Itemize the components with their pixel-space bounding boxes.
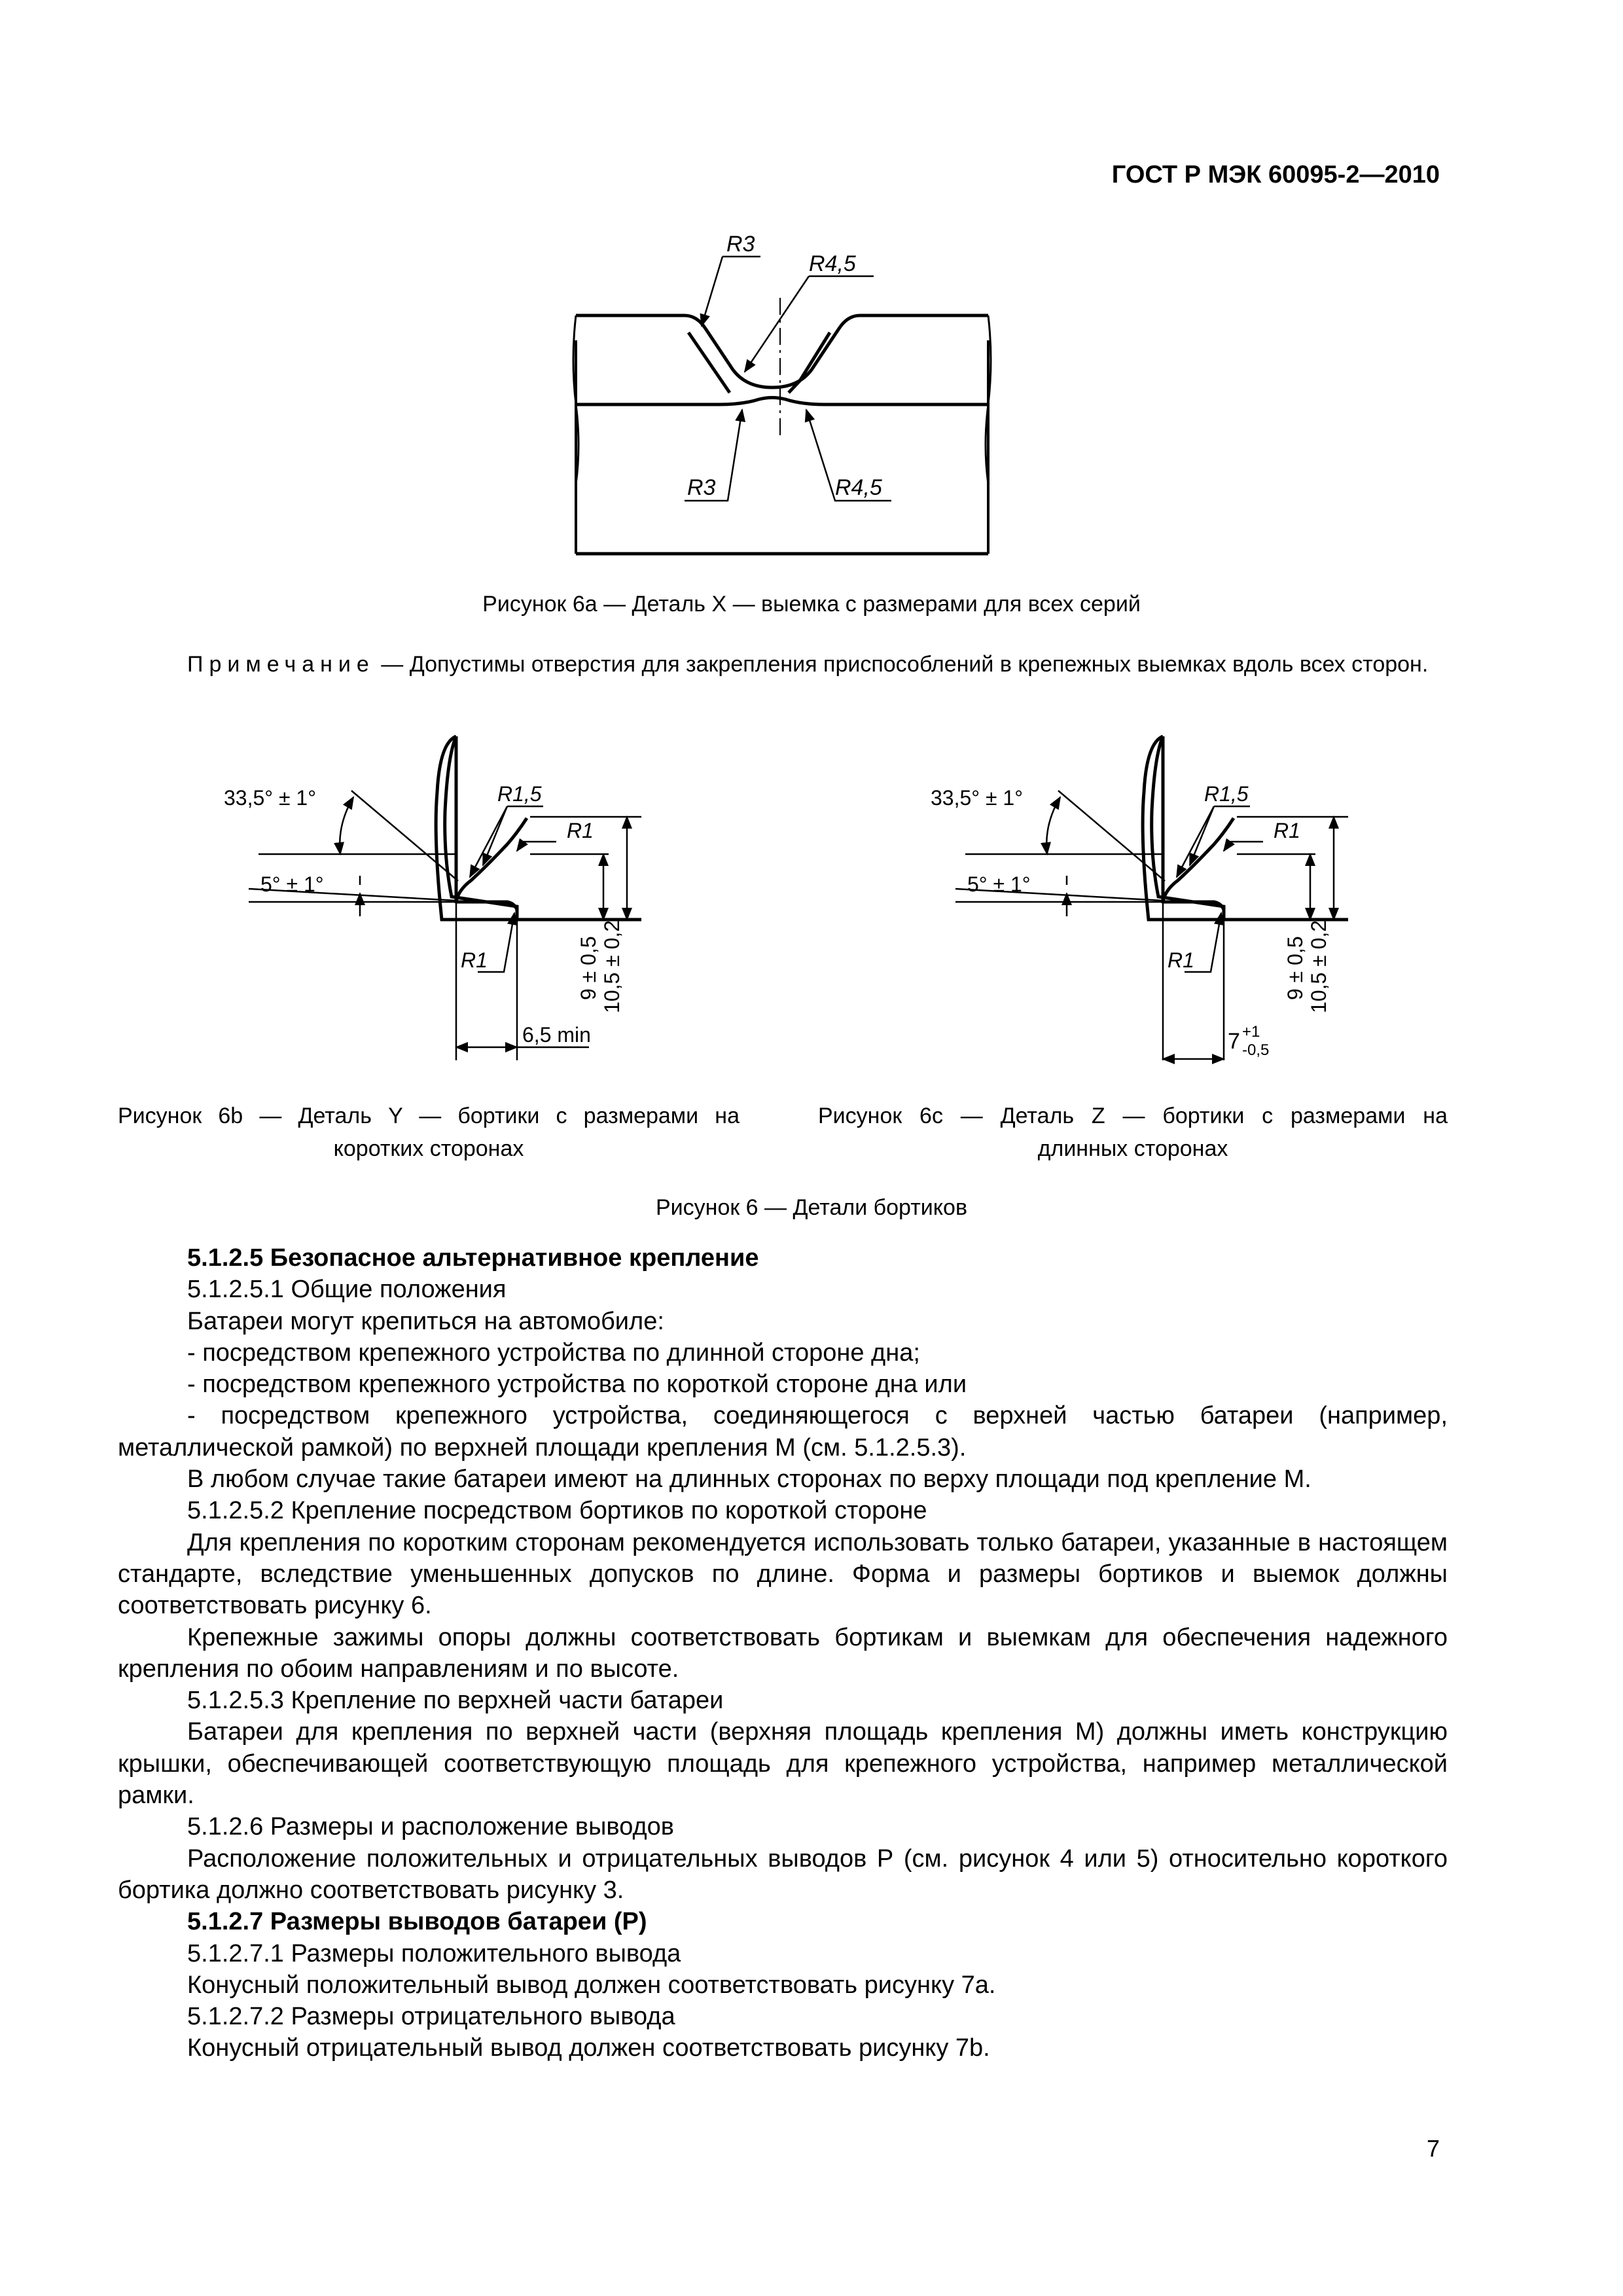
- fig6a-r45-top-label: R4,5: [809, 251, 856, 276]
- fig6b-angle-5-label: 5° ± 1°: [260, 872, 324, 896]
- list-item: - посредством крепежного устройства, соединяющегося с верхней частью батареи (например, металлической рамкой) по верхней площади крепления М (см. 5.1.2.5.3).: [118, 1402, 1448, 1462]
- figure-6c-caption-line1: Рисунок 6c — Деталь Z — бортики с размерами на: [818, 1103, 1448, 1128]
- fig6c-r1-bottom-label: R1: [1168, 948, 1194, 972]
- paragraph: Крепежные зажимы опоры должны соответствовать бортикам и выемкам для обеспечения надежного крепления по обоим направлениям и по высоте.: [118, 1623, 1448, 1683]
- paragraph: Для крепления по коротким сторонам рекомендуется использовать только батареи, указанные в настоящем стандарте, вследствие уменьшенных допусков по длине. Форма и размеры бортиков и выемок должны соответствовать рисунку 6.: [118, 1528, 1448, 1620]
- section-heading-5-1-2-5: 5.1.2.5 Безопасное альтернативное крепление: [187, 1244, 759, 1272]
- fig6c-r1-top-label: R1: [1274, 819, 1300, 842]
- page-number: 7: [1426, 2135, 1440, 2162]
- fig6c-dim-105-label: 10,5 ± 0,2: [1307, 920, 1330, 1013]
- fig6b-r1-bottom-label: R1: [461, 948, 488, 972]
- paragraph: Конусный отрицательный вывод должен соответствовать рисунку 7b.: [187, 2034, 990, 2062]
- paragraph: В любом случае такие батареи имеют на длинных сторонах по верху площади под крепление М.: [187, 1465, 1311, 1494]
- paragraph: Конусный положительный вывод должен соответствовать рисунку 7а.: [187, 1971, 996, 1999]
- fig6a-r45-bottom-label: R4,5: [835, 475, 882, 500]
- subsection-5-1-2-7-2: 5.1.2.7.2 Размеры отрицательного вывода: [187, 2003, 675, 2031]
- note-text: — Допустимы отверстия для закрепления приспособлений в крепежных выемках вдоль всех сторон.: [374, 652, 1429, 677]
- list-item: - посредством крепежного устройства по короткой стороне дна или: [187, 1371, 967, 1399]
- paragraph: Батареи для крепления по верхней части (верхняя площадь крепления М) должны иметь конструкцию крышки, обеспечивающей соответствующую площадь для крепежного устройства, например металлической рамки.: [118, 1718, 1448, 1810]
- subsection-5-1-2-5-1: 5.1.2.5.1 Общие положения: [187, 1276, 507, 1304]
- fig6b-r15-label: R1,5: [497, 782, 542, 806]
- figure-6b-drawing: [0, 720, 812, 1100]
- paragraph: Расположение положительных и отрицательных выводов Р (см. рисунок 4 или 5) относительно короткого бортика должно соответствовать рисунку 3.: [118, 1844, 1448, 1904]
- subsection-5-1-2-5-2: 5.1.2.5.2 Крепление посредством бортиков по короткой стороне: [187, 1497, 927, 1525]
- note-label: Примечание: [187, 652, 375, 677]
- fig6b-dim-9-label: 9 ± 0,5: [577, 936, 600, 1000]
- list-item: - посредством крепежного устройства по длинной стороне дна;: [187, 1338, 920, 1367]
- fig6c-dim-9-label: 9 ± 0,5: [1283, 936, 1307, 1000]
- fig6a-r3-bottom-label: R3: [687, 475, 716, 500]
- subsection-5-1-2-7-1: 5.1.2.7.1 Размеры положительного вывода: [187, 1939, 681, 1967]
- figure-6-caption: Рисунок 6 — Детали бортиков: [656, 1195, 967, 1220]
- figure-6c-caption: [818, 1100, 1448, 1165]
- subsection-5-1-2-6: 5.1.2.6 Размеры и расположение выводов: [187, 1813, 674, 1841]
- fig6c-r15-label: R1,5: [1204, 782, 1249, 806]
- figure-6b-caption-line1: Рисунок 6b — Деталь Y — бортики с размерами на: [118, 1103, 740, 1128]
- figure-6c-caption-line2: длинных сторонах: [1037, 1136, 1228, 1161]
- fig6a-r3-top-label: R3: [726, 232, 755, 257]
- fig6b-r1-top-label: R1: [567, 819, 594, 842]
- fig6b-dim-105-label: 10,5 ± 0,2: [600, 920, 624, 1013]
- fig6c-width-sup-label: +1: [1242, 1023, 1260, 1041]
- fig6c-width-sub-label: -0,5: [1242, 1041, 1270, 1059]
- fig6c-angle-33-label: 33,5° ± 1°: [931, 786, 1024, 810]
- figure-6b-caption: [118, 1100, 740, 1165]
- figure-note: [118, 648, 1446, 681]
- figure-6a-caption: Рисунок 6a — Деталь X — выемка с размерами для всех серий: [482, 592, 1141, 617]
- fig6b-angle-33-label: 33,5° ± 1°: [224, 786, 317, 810]
- fig6c-width-base-label: 7: [1228, 1029, 1240, 1054]
- figure-6a-drawing: [0, 0, 1623, 589]
- fig6b-width-label: 6,5 min: [522, 1023, 591, 1047]
- fig6c-angle-5-label: 5° ± 1°: [967, 872, 1031, 896]
- section-heading-5-1-2-7: 5.1.2.7 Размеры выводов батареи (Р): [187, 1908, 647, 1936]
- figure-6c-drawing: [707, 720, 1518, 1100]
- figure-6b-caption-line2: коротких сторонах: [333, 1136, 524, 1161]
- subsection-5-1-2-5-3: 5.1.2.5.3 Крепление по верхней части батареи: [187, 1687, 724, 1715]
- paragraph: Батареи могут крепиться на автомобиле:: [187, 1307, 664, 1335]
- section-text: [118, 1242, 1448, 2064]
- standard-code-header: ГОСТ Р МЭК 60095-2—2010: [1111, 161, 1440, 188]
